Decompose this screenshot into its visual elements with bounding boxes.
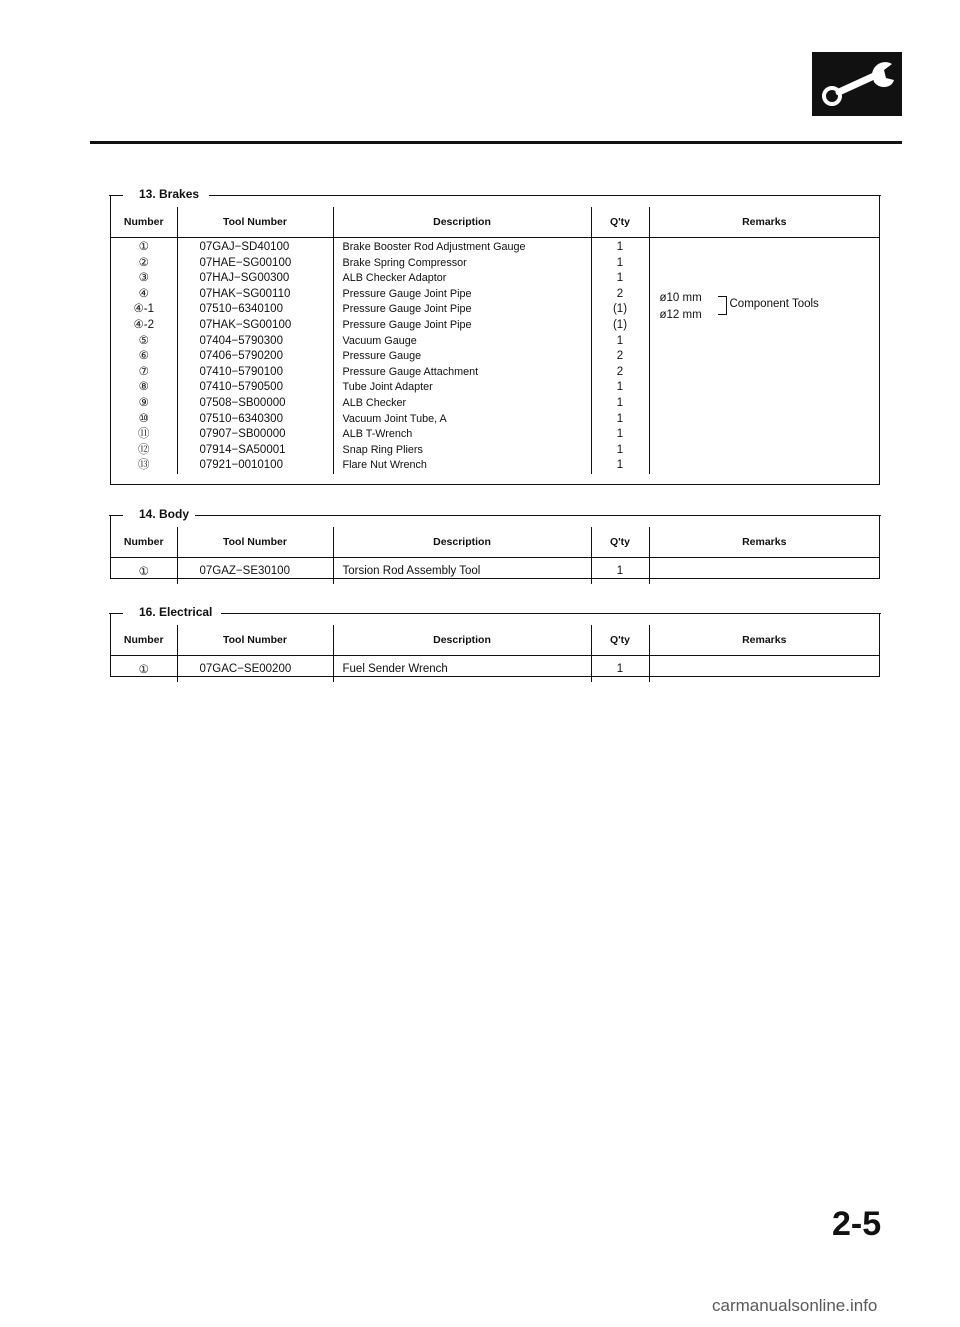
item-number: ③ [138, 272, 149, 285]
header-tool: Tool Number [177, 625, 333, 656]
quantity: 1 [591, 558, 649, 585]
tool-description: Pressure Gauge Joint Pipe [342, 303, 472, 316]
quantity: 1 [616, 443, 624, 456]
tool-number: 07510−6340100 [199, 303, 283, 316]
tool-number: 07914−SA50001 [199, 443, 286, 456]
tool-description: Brake Spring Compressor [342, 256, 467, 269]
item-number: ⑩ [138, 412, 149, 425]
body-section [110, 507, 880, 579]
header-remarks: Remarks [649, 527, 879, 558]
quantity: 1 [591, 656, 649, 683]
quantity: 1 [616, 412, 624, 425]
tool-description: Snap Ring Pliers [342, 443, 423, 456]
header-remarks: Remarks [649, 207, 879, 238]
page-number: 2-5 [832, 1205, 882, 1243]
quantity: 1 [616, 381, 624, 394]
remark-size-12: ø12 mm [659, 309, 702, 321]
item-number: ④-1 [133, 303, 155, 316]
tool-number: 07510−6340300 [199, 412, 283, 425]
quantity: 2 [616, 365, 624, 378]
tool-number-list [178, 240, 333, 474]
remarks [649, 656, 879, 683]
header-tool: Tool Number [177, 527, 333, 558]
tool-number: 07406−5790200 [199, 350, 283, 363]
remark-component-tools: Component Tools [729, 298, 819, 310]
tool-number: 07GAC−SE00200 [177, 656, 333, 683]
item-number: ⑧ [138, 381, 149, 394]
tool-description: ALB Checker [342, 396, 407, 409]
tool-description: Pressure Gauge Joint Pipe [342, 318, 472, 331]
header-qty: Q'ty [591, 527, 649, 558]
header-remarks: Remarks [649, 625, 879, 656]
header-rule [90, 141, 902, 144]
table-row [111, 656, 879, 683]
header-description: Description [333, 527, 591, 558]
header-number: Number [123, 634, 164, 646]
description-list [334, 240, 591, 474]
item-number: ⑨ [138, 396, 149, 409]
header-description: Description [333, 207, 591, 238]
tool-description: Vacuum Gauge [342, 334, 417, 347]
tool-description: Flare Nut Wrench [342, 459, 427, 472]
tool-number: 07HAK−SG00110 [199, 287, 291, 300]
item-number: ⑪ [138, 428, 150, 441]
remark-size-10: ø10 mm [659, 292, 702, 304]
tool-number: 07404−5790300 [199, 334, 283, 347]
electrical-table [111, 625, 879, 682]
quantity: 1 [616, 334, 624, 347]
item-number: ④ [138, 287, 149, 300]
quantity: 1 [616, 459, 624, 472]
section-title: 16. Electrical [139, 605, 213, 619]
watermark: carmanualsonline.info [712, 1296, 878, 1315]
tool-number: 07GAZ−SE30100 [177, 558, 333, 585]
item-number: ② [138, 256, 149, 269]
remarks [649, 558, 879, 585]
tool-description: Fuel Sender Wrench [333, 656, 591, 683]
item-number: ⑥ [138, 350, 149, 363]
body-table [111, 527, 879, 584]
tool-number: 07410−5790500 [199, 381, 283, 394]
tool-number: 07GAJ−SD40100 [199, 241, 290, 253]
item-number: ⑦ [138, 365, 149, 378]
tool-description: Brake Booster Rod Adjustment Gauge [342, 241, 526, 253]
quantity: (1) [612, 318, 628, 331]
section-title: 14. Body [139, 507, 190, 521]
tool-description: Pressure Gauge Joint Pipe [342, 287, 472, 300]
item-number: ① [138, 664, 149, 676]
quantity: 2 [616, 350, 624, 363]
item-number: ④-2 [133, 318, 155, 331]
quantity-list [592, 240, 649, 474]
tool-description: Vacuum Joint Tube, A [342, 412, 447, 425]
tool-number: 07907−SB00000 [199, 428, 286, 441]
brakes-section [110, 187, 880, 485]
tool-description: Pressure Gauge [342, 350, 422, 363]
tool-description: Torsion Rod Assembly Tool [333, 558, 591, 585]
tool-number: 07HAE−SG00100 [199, 256, 292, 269]
number-list [111, 240, 177, 474]
tool-number: 07508−SB00000 [199, 396, 286, 409]
quantity: 2 [616, 287, 624, 300]
header-number: Number [123, 216, 164, 228]
tool-number: 07410−5790100 [199, 365, 283, 378]
item-number: ⑫ [138, 443, 150, 456]
brakes-table [111, 207, 879, 474]
tool-description: ALB Checker Adaptor [342, 272, 447, 285]
header-qty: Q'ty [591, 625, 649, 656]
item-number: ⑤ [138, 334, 149, 347]
wrench-icon [812, 52, 902, 116]
header-tool: Tool Number [177, 207, 333, 238]
electrical-section [110, 605, 880, 677]
tool-description: Tube Joint Adapter [342, 381, 433, 394]
table-row [111, 558, 879, 585]
quantity: 1 [616, 396, 624, 409]
quantity: 1 [616, 428, 624, 441]
header-description: Description [333, 625, 591, 656]
tool-description: Pressure Gauge Attachment [342, 365, 479, 378]
quantity: 1 [616, 272, 624, 285]
tool-number: 07921−0010100 [199, 459, 283, 472]
item-number: ① [138, 241, 149, 253]
header-qty: Q'ty [591, 207, 649, 238]
quantity: 1 [616, 241, 624, 253]
bracket-icon [718, 296, 727, 315]
quantity: 1 [616, 256, 624, 269]
item-number: ⑬ [138, 459, 150, 472]
tool-number: 07HAK−SG00100 [199, 318, 292, 331]
tool-number: 07HAJ−SG00300 [199, 272, 290, 285]
header-number: Number [123, 536, 164, 548]
section-title: 13. Brakes [139, 187, 200, 201]
quantity: (1) [612, 303, 628, 316]
item-number: ① [138, 566, 149, 578]
tool-description: ALB T-Wrench [342, 428, 413, 441]
